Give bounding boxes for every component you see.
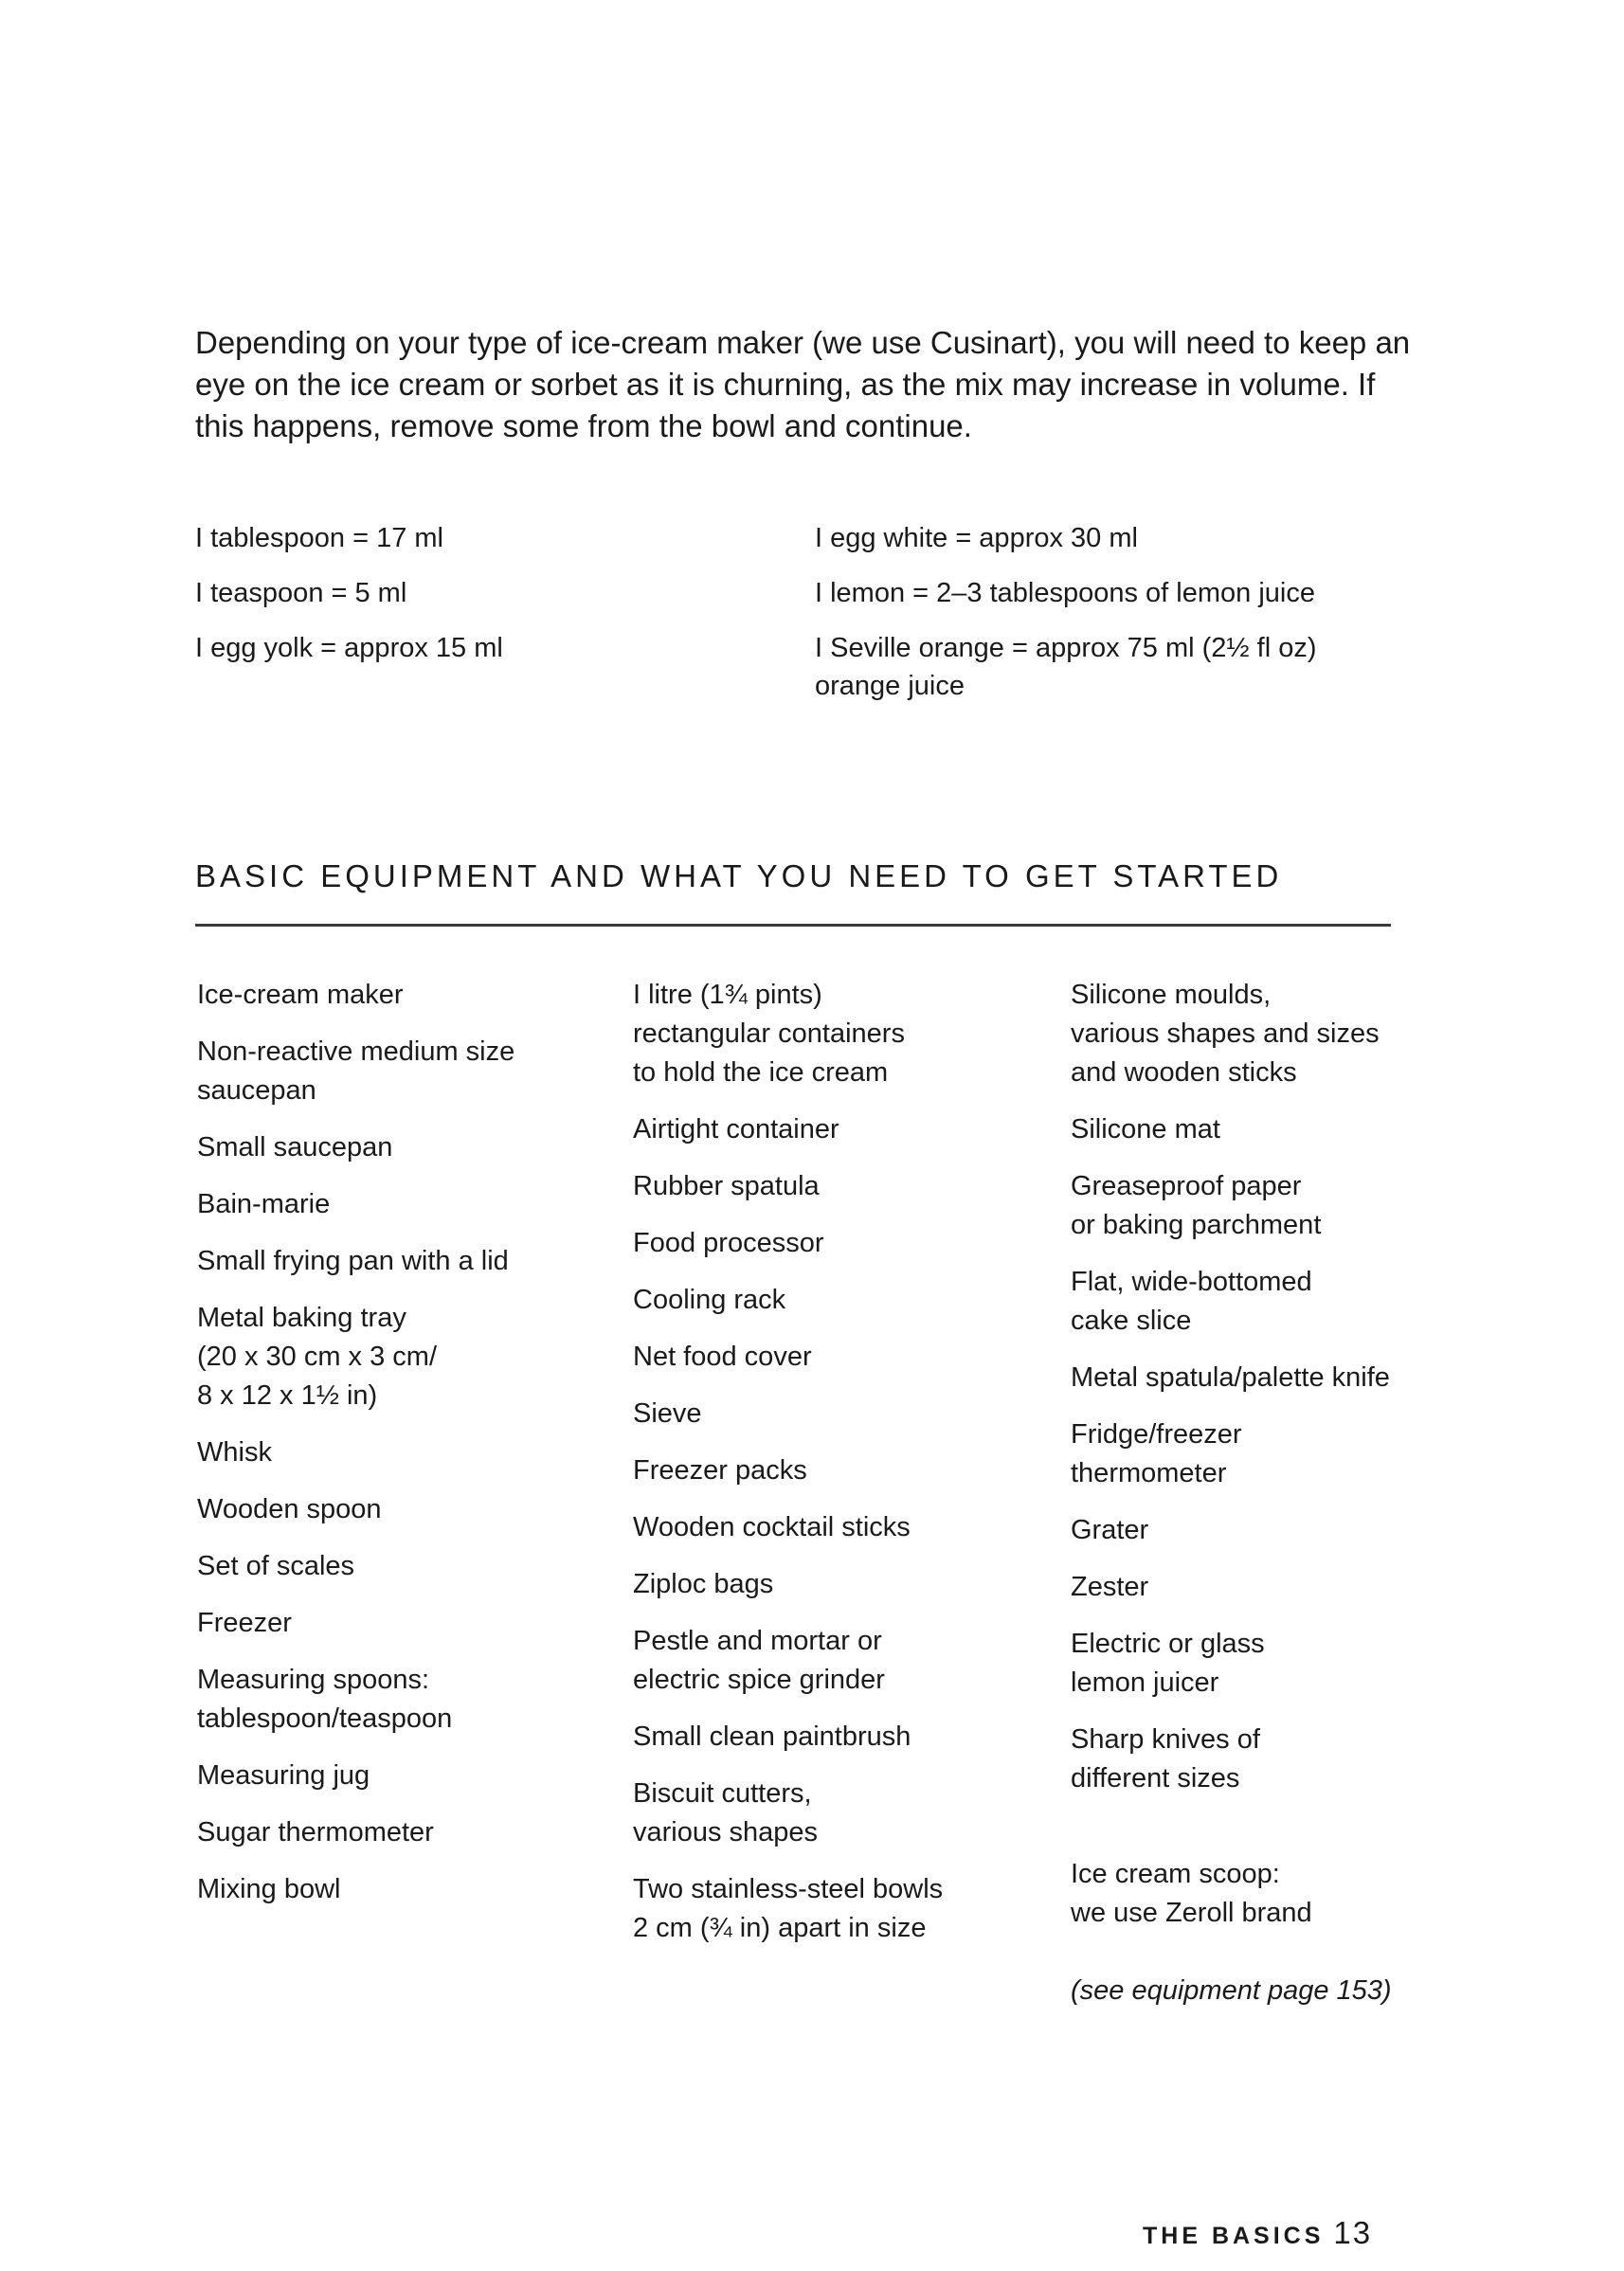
equipment-item: Food processor <box>633 1228 824 1258</box>
equipment-item: Small saucepan <box>197 1132 393 1163</box>
equipment-item: Grater <box>1071 1515 1149 1545</box>
equipment-item: Measuring spoons: tablespoon/teaspoon <box>197 1665 453 1734</box>
equipment-item: Ziploc bags <box>633 1569 774 1599</box>
equipment-item: Whisk <box>197 1437 272 1468</box>
equipment-item: Biscuit cutters, various shapes <box>633 1778 819 1847</box>
equipment-item: Mixing bowl <box>197 1874 341 1904</box>
page-number: 13 <box>1333 2215 1373 2250</box>
equipment-item: Metal baking tray (20 x 30 cm x 3 cm/ 8 x 12 x 1½ in) <box>197 1303 438 1411</box>
equipment-item: Zester <box>1071 1572 1149 1602</box>
equipment-item: Sugar thermometer <box>197 1817 434 1847</box>
running-footer-label: THE BASICS <box>1143 2223 1325 2249</box>
equipment-item: Sharp knives of different sizes <box>1071 1724 1260 1793</box>
equipment-item: Net food cover <box>633 1342 812 1372</box>
measurement-item: I lemon = 2–3 tablespoons of lemon juice <box>815 578 1315 608</box>
page-footer <box>1143 2215 1372 2251</box>
equipment-item: Small clean paintbrush <box>633 1721 911 1752</box>
equipment-item: Measuring jug <box>197 1760 370 1791</box>
equipment-column-1 <box>197 976 604 1927</box>
equipment-item: Non-reactive medium size saucepan <box>197 1036 515 1106</box>
equipment-item: Electric or glass lemon juicer <box>1071 1629 1265 1698</box>
equipment-column-3 <box>1071 976 1450 2028</box>
equipment-item-text: Ice cream scoop: we use Zeroll brand <box>1071 1859 1312 1928</box>
equipment-item: Flat, wide-bottomed cake slice <box>1071 1267 1312 1336</box>
equipment-item: Cooling rack <box>633 1285 786 1315</box>
equipment-item: Small frying pan with a lid <box>197 1246 509 1276</box>
measurements-left-column <box>195 519 764 684</box>
equipment-item: Freezer packs <box>633 1455 807 1486</box>
equipment-item: Bain-marie <box>197 1189 331 1219</box>
equipment-item: Airtight container <box>633 1114 839 1145</box>
measurement-item: I tablespoon = 17 ml <box>195 523 443 553</box>
equipment-item: Set of scales <box>197 1551 355 1581</box>
equipment-item: Rubber spatula <box>633 1171 820 1201</box>
equipment-item: Sieve <box>633 1398 702 1429</box>
equipment-item: Pestle and mortar or electric spice grinder <box>633 1626 885 1695</box>
measurements-right-column <box>815 519 1402 722</box>
equipment-item <box>1071 1816 1450 2010</box>
section-title: BASIC EQUIPMENT AND WHAT YOU NEED TO GET STARTED <box>195 858 1283 893</box>
equipment-column-2 <box>633 976 1040 1966</box>
intro-paragraph: Depending on your type of ice-cream maker (we use Cusinart), you will need to keep an eye on the ice cream or sorbet as it is churning, as the mix may increase in volume. If this happens, remove some from the bowl and continue. <box>195 325 1411 443</box>
equipment-item: Two stainless-steel bowls 2 cm (¾ in) apart in size <box>633 1874 944 1943</box>
equipment-item: Wooden cocktail sticks <box>633 1512 911 1542</box>
equipment-item: Wooden spoon <box>197 1494 382 1524</box>
measurement-item: I Seville orange = approx 75 ml (2½ fl oz) orange juice <box>815 633 1317 701</box>
measurement-item: I egg white = approx 30 ml <box>815 523 1138 553</box>
equipment-item: Freezer <box>197 1608 292 1638</box>
equipment-page-reference: (see equipment page 153) <box>1071 1975 1392 2006</box>
equipment-item: Silicone moulds, various shapes and sizes and wooden sticks <box>1071 980 1380 1088</box>
equipment-item: Silicone mat <box>1071 1114 1220 1145</box>
equipment-item: I litre (1¾ pints) rectangular containers to hold the ice cream <box>633 980 905 1088</box>
equipment-item: Ice-cream maker <box>197 980 404 1010</box>
measurement-item: I teaspoon = 5 ml <box>195 578 407 608</box>
equipment-item: Metal spatula/palette knife <box>1071 1362 1390 1393</box>
equipment-item: Fridge/freezer thermometer <box>1071 1419 1242 1488</box>
measurement-item: I egg yolk = approx 15 ml <box>195 633 503 663</box>
equipment-item: Greaseproof paper or baking parchment <box>1071 1171 1322 1240</box>
section-divider <box>195 924 1391 927</box>
